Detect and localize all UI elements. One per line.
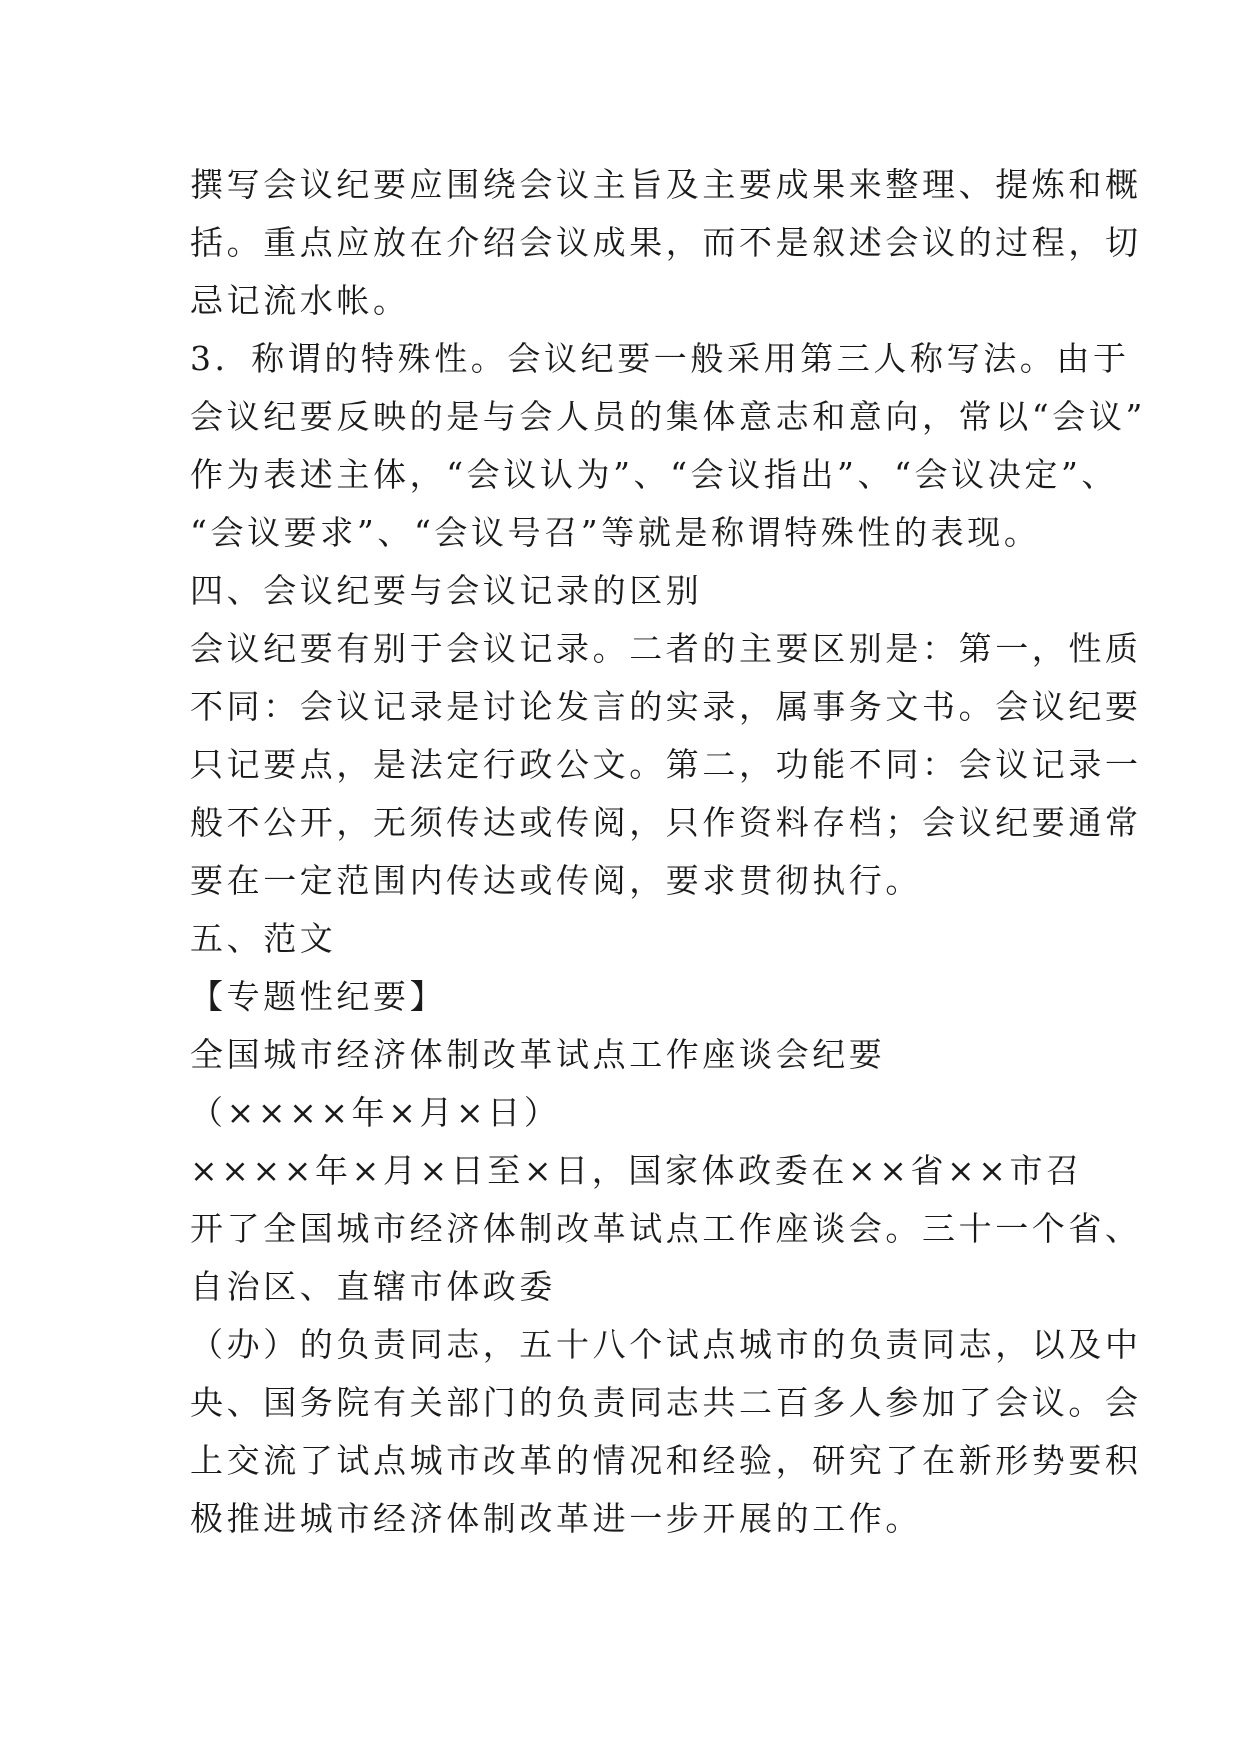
text-line: “会议要求”、“会议号召”等就是称谓特殊性的表现。 (190, 513, 1041, 552)
text-line: 自治区、直辖市体政委 (190, 1267, 556, 1306)
sample-date: （××××年×月×日） (190, 1093, 561, 1132)
text-line: 开了全国城市经济体制改革试点工作座谈会。三十一个省、 (190, 1209, 1142, 1248)
text-line: 会议纪要有别于会议记录。二者的主要区别是：第一，性质 (190, 629, 1142, 668)
text-line: 括。重点应放在介绍会议成果，而不是叙述会议的过程，切 (190, 223, 1142, 262)
text-line: 忌记流水帐。 (190, 281, 410, 320)
text-line: 般不公开，无须传达或传阅，只作资料存档；会议纪要通常 (190, 803, 1142, 842)
sample-title: 全国城市经济体制改革试点工作座谈会纪要 (190, 1035, 886, 1074)
text-line: （办）的负责同志，五十八个试点城市的负责同志，以及中 (190, 1325, 1142, 1364)
text-line: 作为表述主体，“会议认为”、“会议指出”、“会议决定”、 (190, 455, 1119, 494)
text-line: 会议纪要反映的是与会人员的集体意志和意向，常以“会议” (190, 397, 1146, 436)
subsection-label: 【专题性纪要】 (190, 977, 447, 1016)
text-line: 撰写会议纪要应围绕会议主旨及主要成果来整理、提炼和概 (190, 165, 1142, 204)
text-line: 只记要点，是法定行政公文。第二，功能不同：会议记录一 (190, 745, 1142, 784)
text-line: 要在一定范围内传达或传阅，要求贯彻执行。 (190, 861, 922, 900)
text-line: 不同：会议记录是讨论发言的实录，属事务文书。会议纪要 (190, 687, 1142, 726)
section-heading: 五、范文 (190, 919, 337, 958)
section-heading: 四、会议纪要与会议记录的区别 (190, 571, 703, 610)
text-line: ××××年×月×日至×日，国家体政委在××省××市召 (190, 1151, 1083, 1190)
text-line: 央、国务院有关部门的负责同志共二百多人参加了会议。会 (190, 1383, 1142, 1422)
text-line: 上交流了试点城市改革的情况和经验，研究了在新形势要积 (190, 1441, 1142, 1480)
text-line: 极推进城市经济体制改革进一步开展的工作。 (190, 1499, 922, 1538)
text-line: 3．称谓的特殊性。会议纪要一般采用第三人称写法。由于 (190, 339, 1130, 378)
